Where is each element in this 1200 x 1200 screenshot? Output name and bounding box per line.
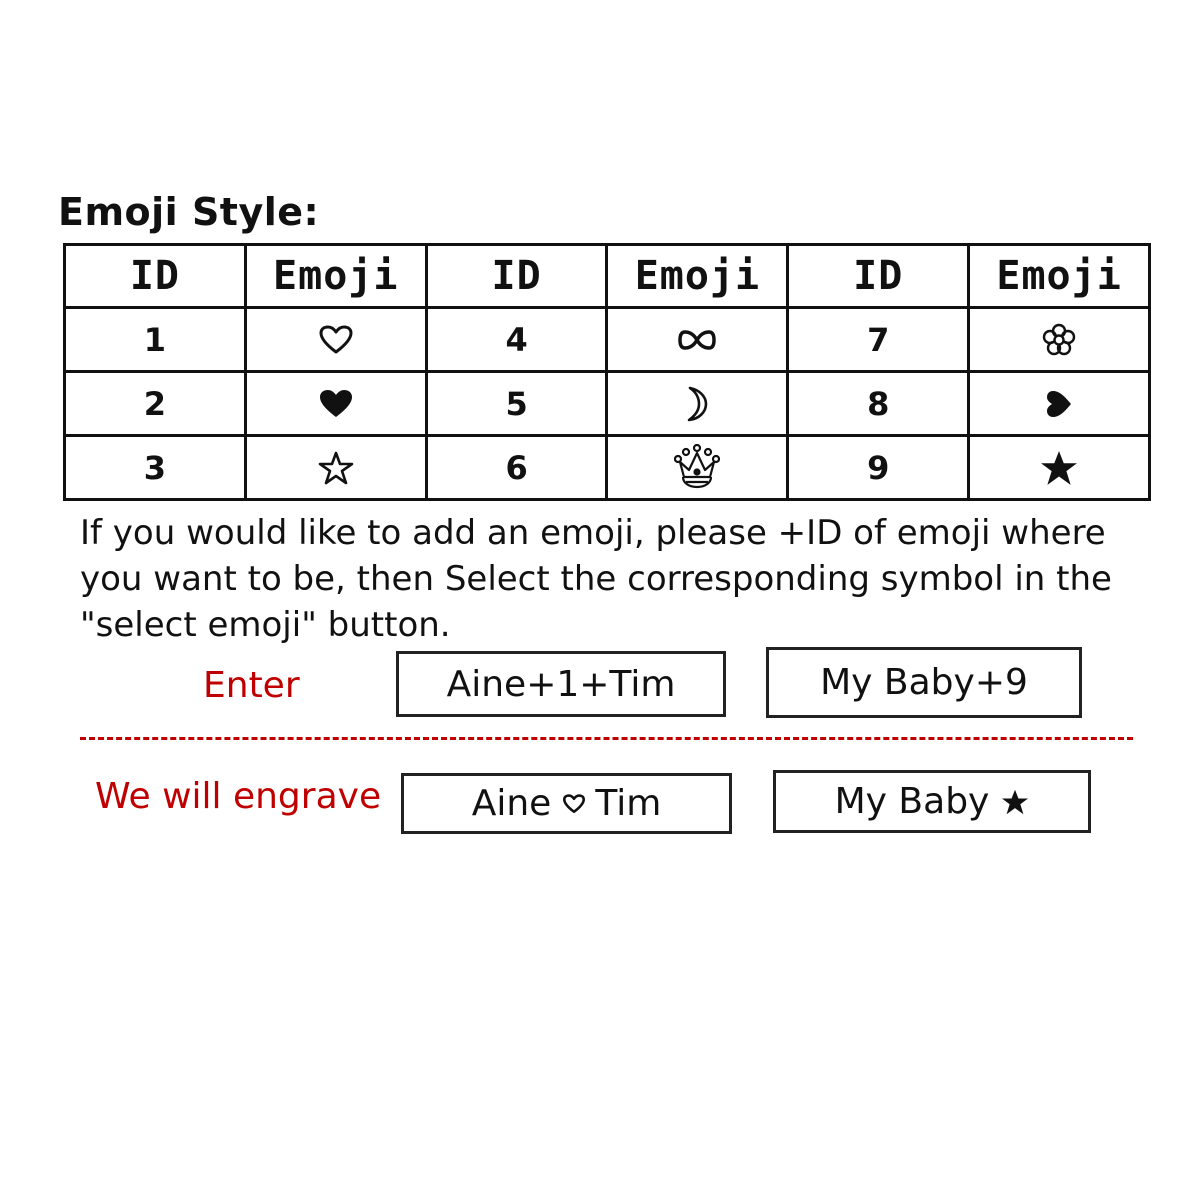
heart-outline-icon (563, 794, 585, 814)
emoji-id: 3 (65, 436, 246, 500)
emoji-cell (607, 436, 788, 500)
emoji-cell (969, 436, 1150, 500)
table-row (65, 372, 1150, 436)
infinity-icon (678, 329, 716, 351)
column-header-emoji: Emoji (607, 245, 788, 308)
emoji-id: 5 (426, 372, 607, 436)
emoji-cell (607, 308, 788, 372)
heart-filled-icon (318, 389, 354, 419)
column-header-id: ID (426, 245, 607, 308)
enter-example-box (766, 647, 1082, 718)
heart-outline-icon (319, 325, 353, 355)
emoji-cell (969, 308, 1150, 372)
enter-example-text: Aine+1+Tim (446, 663, 676, 705)
emoji-id: 1 (65, 308, 246, 372)
enter-label: Enter (203, 665, 300, 706)
engrave-example-text: Tim (595, 783, 662, 824)
page-title: Emoji Style: (58, 190, 320, 234)
engrave-example-text: Aine (471, 783, 552, 824)
emoji-cell (245, 372, 426, 436)
crown-icon (674, 443, 720, 493)
emoji-table (63, 243, 1151, 501)
enter-example-box (396, 651, 726, 717)
emoji-id: 8 (788, 372, 969, 436)
column-header-emoji: Emoji (969, 245, 1150, 308)
engrave-example-text: My Baby (834, 781, 990, 822)
dashed-divider (80, 737, 1133, 740)
emoji-cell (245, 436, 426, 500)
column-header-emoji: Emoji (245, 245, 426, 308)
table-row (65, 436, 1150, 500)
instructions-text: If you would like to add an emoji, please +ID of emoji where you want to be, then Select the corresponding symbol in the "select emoji" button. (80, 513, 1112, 645)
emoji-cell (607, 372, 788, 436)
emoji-cell (969, 372, 1150, 436)
emoji-id: 4 (426, 308, 607, 372)
star-outline-icon (318, 451, 354, 485)
emoji-cell (245, 308, 426, 372)
column-header-id: ID (65, 245, 246, 308)
emoji-id: 2 (65, 372, 246, 436)
column-header-id: ID (788, 245, 969, 308)
table-header-row (65, 245, 1150, 308)
enter-example-text: My Baby+9 (820, 662, 1028, 703)
emoji-id: 6 (426, 436, 607, 500)
star-filled-icon (1040, 450, 1078, 486)
flower-icon (1042, 323, 1076, 357)
engrave-example-box (401, 773, 732, 834)
engrave-example-box (773, 770, 1091, 833)
engrave-label: We will engrave (95, 776, 382, 817)
emoji-id: 7 (788, 308, 969, 372)
star-filled-icon (1001, 789, 1029, 815)
heart-tilted-icon (1044, 389, 1074, 419)
moon-icon (682, 385, 712, 423)
emoji-id: 9 (788, 436, 969, 500)
table-row (65, 308, 1150, 372)
